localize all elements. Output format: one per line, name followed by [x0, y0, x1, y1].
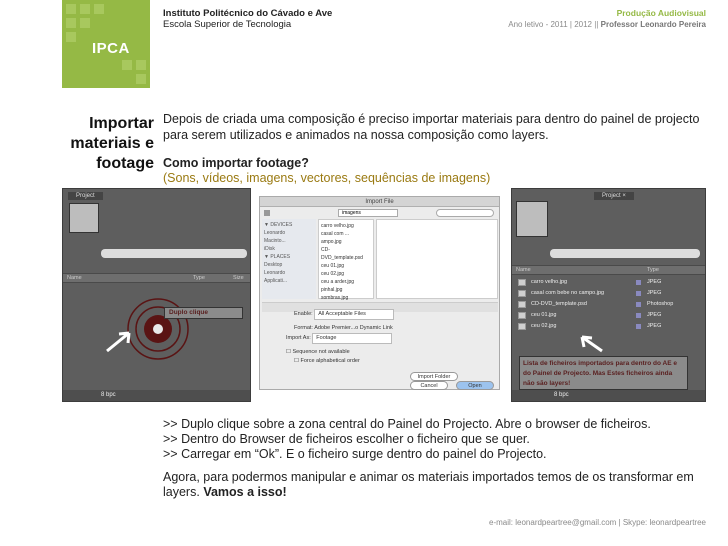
- file-type: JPEG: [647, 323, 662, 329]
- preview-thumbnail: [69, 203, 99, 233]
- project-tab[interactable]: Project: [68, 192, 103, 200]
- image-file-icon: [518, 323, 526, 330]
- preview-pane: [376, 219, 498, 299]
- course-title: Produção Audiovisual: [616, 8, 706, 18]
- section-title-line-2: materiais e: [70, 135, 154, 152]
- format-value: Adobe Premier...o Dynamic Link: [314, 325, 393, 331]
- left-project-panel[interactable]: [62, 188, 251, 402]
- course-block: [508, 8, 706, 30]
- import-as-select[interactable]: Footage: [312, 333, 392, 344]
- final-paragraph: [163, 470, 708, 500]
- file-item[interactable]: pinhal.jpg: [321, 287, 343, 293]
- column-header-right: [512, 265, 705, 275]
- step-3: >> Carregar em “Ok”. E o ficheiro surge dentro do painel do Projecto.: [163, 447, 547, 461]
- list-item[interactable]: [512, 321, 705, 332]
- enable-label: Enable:: [294, 311, 313, 317]
- file-name: carro velho.jpg: [531, 279, 568, 285]
- sidebar-entry[interactable]: Applicati...: [264, 278, 288, 284]
- label-color-icon[interactable]: [636, 280, 641, 285]
- folder-select[interactable]: imagens: [338, 209, 398, 217]
- file-type: Photoshop: [647, 301, 674, 307]
- footer-contact: e-mail: leonardpeartree@gmail.com | Skype: leonardpeartree: [489, 518, 706, 527]
- sidebar-entry[interactable]: Desktop: [264, 262, 283, 268]
- steps-list: [163, 417, 651, 462]
- file-item[interactable]: CD-DVD_template.psd: [321, 247, 363, 261]
- list-item[interactable]: [512, 277, 705, 288]
- col-name-right: Name: [516, 267, 531, 273]
- col-type-right: Type: [647, 267, 659, 273]
- file-name: ceu 02.jpg: [531, 323, 557, 329]
- enable-select[interactable]: All Acceptable Files: [314, 309, 394, 320]
- import-as-row: [264, 333, 494, 344]
- import-folder-button[interactable]: Import Folder: [410, 372, 458, 381]
- project-tab-right[interactable]: Project ×: [594, 192, 634, 200]
- back-icon[interactable]: [264, 210, 270, 216]
- file-item[interactable]: carro velho.jpg: [321, 223, 354, 229]
- col-type: Type: [193, 275, 205, 281]
- column-header: [63, 273, 250, 283]
- file-item[interactable]: sombras.jpg: [321, 295, 349, 301]
- file-name: CD-DVD_template.psd: [531, 301, 587, 307]
- howto-subtitle: (Sons, vídeos, imagens, vectores, sequências de imagens): [163, 171, 491, 185]
- list-item[interactable]: [512, 299, 705, 310]
- professor-name: Professor Leonardo Pereira: [600, 20, 706, 29]
- step-2: >> Dentro do Browser de ficheiros escolher o ficheiro que se quer.: [163, 432, 530, 446]
- preview-thumbnail-right: [516, 201, 548, 237]
- institution-block: [163, 8, 332, 30]
- file-item[interactable]: casal com ... ampo.jpg: [321, 231, 350, 245]
- sidebar-entry[interactable]: Macinto...: [264, 238, 286, 244]
- final-text: Agora, para podermos manipular e animar os materiais importados temos de os transformar em layers.: [163, 470, 694, 499]
- double-click-callout: Duplo clique: [164, 307, 243, 319]
- image-file-icon: [518, 312, 526, 319]
- panel-footer-right: [512, 390, 705, 401]
- file-item[interactable]: ceu 02.jpg: [321, 271, 345, 277]
- list-item[interactable]: [512, 310, 705, 321]
- alpha-checkbox[interactable]: ☐ Force alphabetical order: [294, 358, 360, 364]
- imported-files-callout: Lista de ficheiros importados para dentro do AE e do Painel de Projecto. Mas Estes ficheiros ainda não são layers!: [519, 356, 688, 390]
- import-as-label: Import As:: [286, 335, 311, 341]
- right-file-list[interactable]: [512, 277, 705, 337]
- label-color-icon[interactable]: [636, 302, 641, 307]
- sidebar-entry[interactable]: Leonardo: [264, 230, 286, 236]
- section-title-line-3: footage: [96, 155, 154, 172]
- ipca-logo: [62, 0, 150, 88]
- panel-footer: [63, 390, 250, 401]
- file-name: casal com bebe no campo.jpg: [531, 290, 605, 296]
- bpc-label: 8 bpc: [101, 392, 116, 398]
- sidebar-entry: ▼ PLACES: [264, 254, 291, 260]
- section-title-line-1: Importar: [89, 115, 154, 132]
- dialog-sidebar: [262, 219, 316, 299]
- year-text: Ano letivo - 2011 | 2012 ||: [508, 20, 599, 29]
- image-file-icon: [518, 301, 526, 308]
- label-color-icon[interactable]: [636, 324, 641, 329]
- howto-title: Como importar footage?: [163, 156, 309, 170]
- image-file-icon: [518, 279, 526, 286]
- section-title: [58, 114, 154, 174]
- logo-text: IPCA: [92, 40, 130, 57]
- search-input-right[interactable]: [550, 249, 700, 258]
- school-name: Escola Superior de Tecnologia: [163, 19, 292, 30]
- cancel-button[interactable]: Cancel: [410, 381, 448, 390]
- sidebar-entry: ▼ DEVICES: [264, 222, 293, 228]
- final-bold: Vamos a isso!: [203, 485, 287, 499]
- arrow-icon: [105, 327, 139, 353]
- sidebar-entry[interactable]: Leonardo: [264, 270, 286, 276]
- import-file-dialog: [259, 196, 500, 390]
- arrow-icon: [580, 335, 610, 355]
- course-meta: [508, 19, 706, 30]
- file-list[interactable]: [318, 219, 374, 299]
- sidebar-entry[interactable]: iDisk: [264, 246, 275, 252]
- dialog-title: Import File: [260, 197, 499, 207]
- list-item[interactable]: [512, 288, 705, 299]
- file-type: JPEG: [647, 312, 662, 318]
- dialog-search-input[interactable]: [436, 209, 494, 217]
- file-name: ceu 01.jpg: [531, 312, 557, 318]
- search-input[interactable]: [101, 249, 247, 258]
- open-button[interactable]: Open: [456, 381, 494, 390]
- step-1: >> Duplo clique sobre a zona central do Painel do Projecto. Abre o browser de ficheiros.: [163, 417, 651, 431]
- file-item[interactable]: ceu 01.jpg: [321, 263, 345, 269]
- format-row: [264, 324, 494, 333]
- bpc-label-right: 8 bpc: [554, 392, 569, 398]
- sequence-checkbox[interactable]: ☐ Sequence not available: [286, 349, 350, 355]
- enable-row: [264, 309, 494, 320]
- col-name: Name: [67, 275, 82, 281]
- image-file-icon: [518, 290, 526, 297]
- dialog-form: [264, 309, 494, 366]
- file-type: JPEG: [647, 279, 662, 285]
- col-size: Size: [233, 275, 244, 281]
- alpha-label: Force alphabetical order: [300, 358, 360, 364]
- file-type: JPEG: [647, 290, 662, 296]
- label-color-icon[interactable]: [636, 291, 641, 296]
- label-color-icon[interactable]: [636, 313, 641, 318]
- sequence-label: Sequence not available: [292, 349, 350, 355]
- format-label: Format:: [294, 325, 313, 331]
- intro-paragraph: Depois de criada uma composição é preciso importar materiais para dentro do painel de projecto para serem utilizados e animados na nossa composição como layers.: [163, 112, 700, 142]
- file-item[interactable]: ceu a arder.jpg: [321, 279, 355, 285]
- institution-name: Instituto Politécnico do Cávado e Ave: [163, 8, 333, 19]
